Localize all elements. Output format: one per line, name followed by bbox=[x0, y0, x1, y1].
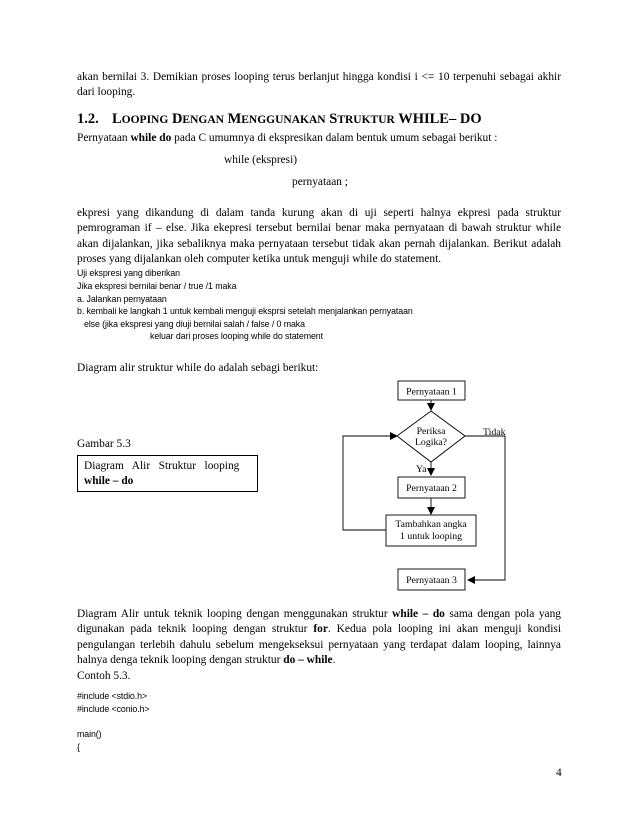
syntax-line-statement: pernyataan ; bbox=[292, 176, 348, 188]
figure-caption-line: while – do bbox=[84, 475, 134, 487]
explanation-line: akan dijalankan, jika sebaliknya maka pernyataan tersebut tidak akan pernah dijalankan. Berikut adalah bbox=[77, 237, 561, 250]
closing-line: halnya denga teknik looping dengan struktur do – while. bbox=[77, 654, 336, 667]
flow-text-stmt2: Pernyataan 2 bbox=[406, 483, 457, 494]
intro-line: dari looping. bbox=[77, 86, 136, 99]
syntax-line-while: while (ekspresi) bbox=[224, 154, 298, 166]
step-line: Jika ekspresi bernilai benar / true /1 maka bbox=[77, 281, 237, 292]
example-label: Contoh 5.3. bbox=[77, 670, 131, 682]
flow-text-increment: 1 untuk looping bbox=[399, 531, 463, 542]
closing-line: Diagram Alir untuk teknik looping dengan menggunakan struktur while – do sama dengan pola yang bbox=[77, 608, 561, 620]
closing-paragraph bbox=[77, 607, 561, 669]
closing-line: pengulangan terlebih dahulu sebelum mengekseksui pernyataan yang terdapat dalam looping, lainnya bbox=[77, 638, 561, 651]
flow-text-stmt1: Pernyataan 1 bbox=[406, 386, 457, 398]
step-line: keluar dari proses looping while do statement bbox=[150, 331, 323, 342]
step-line: b. kembali ke langkah 1 untuk kembali menguji eksprsi setelah menjalankan pernyataan bbox=[77, 306, 413, 317]
step-line: else (jika ekspresi yang diuji bernilai salah / false / 0 maka bbox=[84, 319, 305, 330]
statement-intro: Pernyataan while do pada C umumnya di ekspresikan dalam bentuk umum sebagai berikut : bbox=[77, 132, 498, 144]
explanation-line: pemrograman if – else. Jika ekepresi tersebut bernilai benar maka pernyataan di bawah struktur while bbox=[77, 222, 561, 235]
figure-caption-line: Diagram Alir Struktur looping bbox=[84, 460, 240, 472]
flow-text-stmt3: Pernyataan 3 bbox=[406, 575, 457, 586]
code-line: #include <conio.h> bbox=[77, 704, 150, 715]
figure-label: Gambar 5.3 bbox=[77, 438, 131, 450]
flow-text-check: Logika? bbox=[414, 437, 448, 448]
flow-label-no: Tidak bbox=[483, 427, 506, 438]
diagram-intro: Diagram alir struktur while do adalah sebagi berikut: bbox=[77, 362, 319, 374]
explanation-line: proses yang dijalankan oleh computer ketika untuk menguji while do statement. bbox=[77, 253, 442, 266]
step-line: Uji ekspresi yang diberikan bbox=[77, 268, 180, 279]
step-line: a. Jalankan pernyataan bbox=[77, 294, 167, 305]
code-line: { bbox=[77, 742, 80, 753]
flow-text-increment: Tambahkan angka bbox=[395, 519, 467, 530]
code-line: main() bbox=[77, 729, 102, 740]
flow-text-check: Periksa bbox=[416, 426, 446, 437]
section-heading: 1.2. LOOPING DENGAN MENGGUNAKAN STRUKTUR WHILE– DO bbox=[77, 111, 482, 127]
closing-line: digunakan pada teknik looping dengan struktur for. Kedua pola looping ini akan menguji kondisi bbox=[77, 623, 562, 636]
flow-label-yes: Ya bbox=[416, 464, 427, 475]
explanation-line: ekpresi yang dikandung di dalam tanda kurung akan di uji seperti halnya ekpresi pada struktur bbox=[77, 207, 561, 219]
connector-no-branch bbox=[465, 436, 505, 580]
page-number: 4 bbox=[556, 767, 562, 779]
intro-line: akan bernilai 3. Demikian proses looping terus berlanjut hingga kondisi i <= 10 terpenuhi sebagai akhir bbox=[77, 71, 561, 83]
code-line: #include <stdio.h> bbox=[77, 691, 147, 702]
